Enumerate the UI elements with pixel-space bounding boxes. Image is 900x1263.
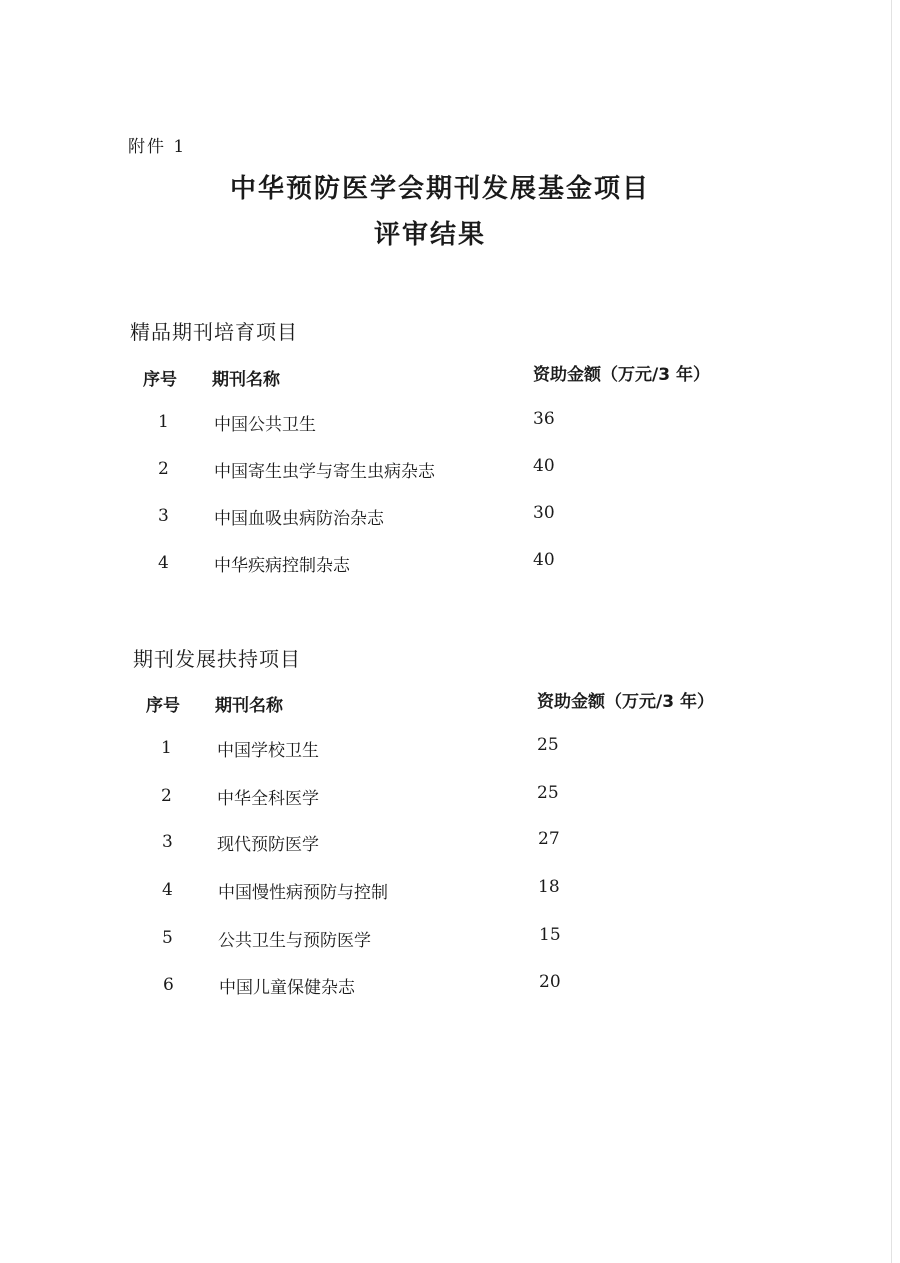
document-subtitle: 评审结果 (373, 220, 486, 250)
row-index: 6 (163, 975, 174, 995)
header-amount: 资助金额（万元/3 年） (533, 365, 710, 385)
row-index: 1 (158, 412, 169, 432)
attachment-label: 附件 1 (128, 137, 187, 157)
row-journal-name: 中国学校卫生 (217, 741, 319, 761)
row-amount: 27 (538, 829, 560, 849)
header-amount: 资助金额（万元/3 年） (537, 692, 714, 712)
row-index: 1 (161, 738, 172, 758)
row-amount: 15 (539, 925, 561, 945)
row-journal-name: 中华疾病控制杂志 (214, 556, 350, 576)
row-index: 4 (162, 880, 173, 900)
row-amount: 18 (538, 877, 560, 897)
row-journal-name: 现代预防医学 (217, 835, 319, 855)
row-amount: 25 (537, 783, 559, 803)
row-amount: 25 (537, 735, 559, 755)
row-journal-name: 中国公共卫生 (214, 415, 316, 435)
row-journal-name: 中国慢性病预防与控制 (218, 883, 388, 903)
row-index: 2 (161, 786, 172, 806)
header-index: 序号 (143, 370, 177, 390)
row-amount: 40 (533, 550, 555, 570)
row-amount: 40 (533, 456, 555, 476)
row-index: 2 (158, 459, 169, 479)
row-journal-name: 中国寄生虫学与寄生虫病杂志 (214, 462, 435, 482)
row-index: 4 (158, 553, 169, 573)
row-amount: 20 (539, 972, 561, 992)
row-amount: 30 (533, 503, 555, 523)
row-journal-name: 中国血吸虫病防治杂志 (214, 509, 384, 529)
header-journal-name: 期刊名称 (212, 370, 280, 390)
page-edge-line (891, 0, 892, 1263)
row-journal-name: 中华全科医学 (217, 789, 319, 809)
header-index: 序号 (146, 696, 180, 716)
row-index: 3 (158, 506, 169, 526)
section-title-premium: 精品期刊培育项目 (130, 320, 298, 344)
row-amount: 36 (533, 409, 555, 429)
row-index: 5 (162, 928, 173, 948)
row-journal-name: 公共卫生与预防医学 (218, 931, 371, 951)
document-title: 中华预防医学会期刊发展基金项目 (229, 174, 650, 204)
section-title-support: 期刊发展扶持项目 (133, 647, 301, 671)
header-journal-name: 期刊名称 (215, 696, 283, 716)
row-journal-name: 中国儿童保健杂志 (219, 978, 355, 998)
row-index: 3 (162, 832, 173, 852)
